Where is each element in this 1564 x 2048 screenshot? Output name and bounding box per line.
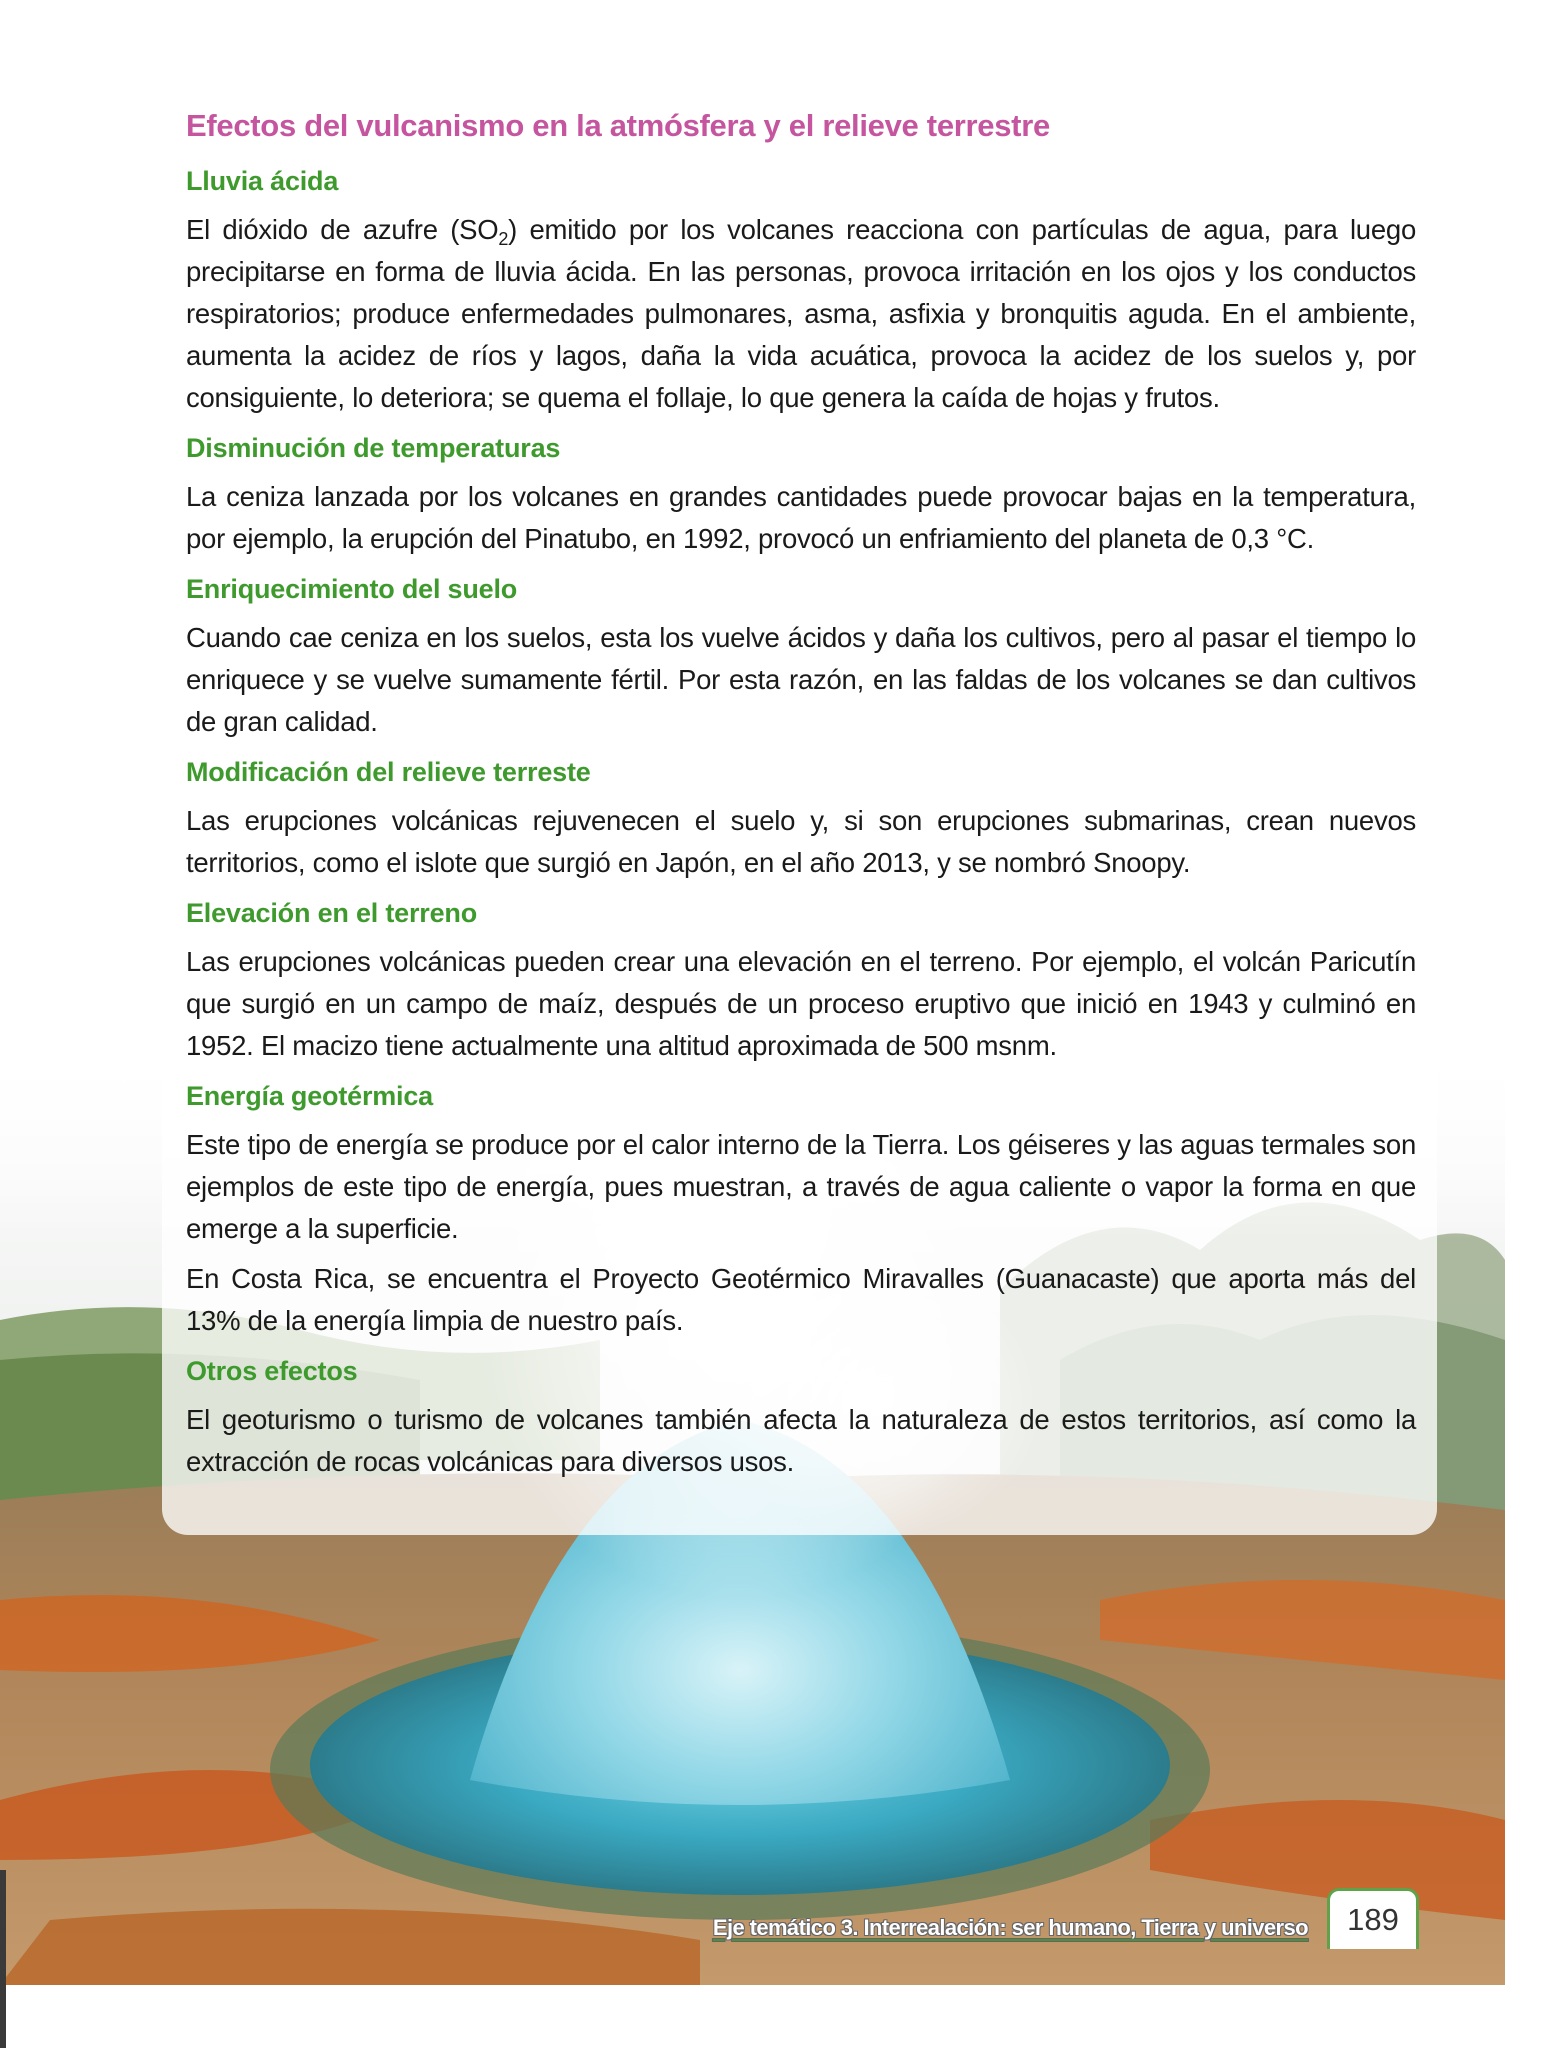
paragraph-disminucion-temperaturas: La ceniza lanzada por los volcanes en grandes cantidades puede provocar bajas en la temperatura, por ejemplo, la erupción del Pinatubo, en 1992, provocó un enfriamiento del planeta de 0,3 °C. [186, 481, 1416, 554]
page-number-box [1327, 1888, 1419, 1949]
heading-otros-efectos: Otros efectos [186, 1356, 358, 1386]
heading-energia-geotermica: Energía geotérmica [186, 1081, 433, 1111]
page-edge [0, 1870, 6, 2048]
paragraph-otros-efectos: El geoturismo o turismo de volcanes también afecta la naturaleza de estos territorios, así como la extracción de rocas volcánicas para diversos usos. [186, 1404, 1416, 1477]
paragraph-elevacion-terreno: Las erupciones volcánicas pueden crear una elevación en el terreno. Por ejemplo, el volcán Paricutín que surgió en un campo de maíz, después de un proceso eruptivo que inició en 1943 y culminó en 1952. El macizo tiene actualmente una altitud aproximada de 500 msnm. [186, 946, 1416, 1061]
page-title: Efectos del vulcanismo en la atmósfera y el relieve terrestre [186, 108, 1050, 143]
paragraph-modificacion-relieve: Las erupciones volcánicas rejuvenecen el suelo y, si son erupciones submarinas, crean nuevos territorios, como el islote que surgió en Japón, en el año 2013, y se nombró Snoopy. [186, 805, 1416, 878]
footer-theme-label: Eje temático 3. Interrealación: ser humano, Tierra y universo [712, 1915, 1308, 1940]
heading-enriquecimiento-suelo: Enriquecimiento del suelo [186, 574, 518, 604]
subscript: 2 [498, 229, 509, 249]
heading-disminucion-temperaturas: Disminución de temperaturas [186, 433, 561, 463]
paragraph-energia-geotermica-1: Este tipo de energía se produce por el calor interno de la Tierra. Los géiseres y las aguas termales son ejemplos de este tipo de energía, pues muestran, a través de agua caliente o vapor la forma en que emerge a la superficie. [186, 1129, 1416, 1244]
paragraph-lluvia-acida: El dióxido de azufre $(SO_2)$ emitido por los volcanes reacciona con partículas de agua, para luego precipitarse en forma de lluvia ácida. En las personas, provoca irritación en los ojos y los conductos respiratorios; produce enfermedades pulmonares, asma, asfixia y bronquitis aguda. En el ambiente, aumenta la acidez de ríos y lagos, daña la vida acuática, provoca la acidez de los suelos y, por consiguiente, lo deteriora; se quema el follaje, lo que genera la caída de hojas y frutos. [186, 214, 1416, 413]
heading-modificacion-relieve: Modificación del relieve terreste [186, 757, 591, 787]
page-number: 189 [1347, 1902, 1399, 1937]
main-content [186, 108, 1416, 1497]
paragraph-enriquecimiento-suelo: Cuando cae ceniza en los suelos, esta los vuelve ácidos y daña los cultivos, pero al pasar el tiempo lo enriquece y se vuelve sumamente fértil. Por esta razón, en las faldas de los volcanes se dan cultivos de gran calidad. [186, 622, 1416, 737]
paragraph-energia-geotermica-2: En Costa Rica, se encuentra el Proyecto Geotérmico Miravalles (Guanacaste) que aporta más del 13% de la energía limpia de nuestro país. [186, 1263, 1416, 1336]
heading-lluvia-acida: Lluvia ácida [186, 166, 339, 196]
heading-elevacion-terreno: Elevación en el terreno [186, 898, 478, 928]
